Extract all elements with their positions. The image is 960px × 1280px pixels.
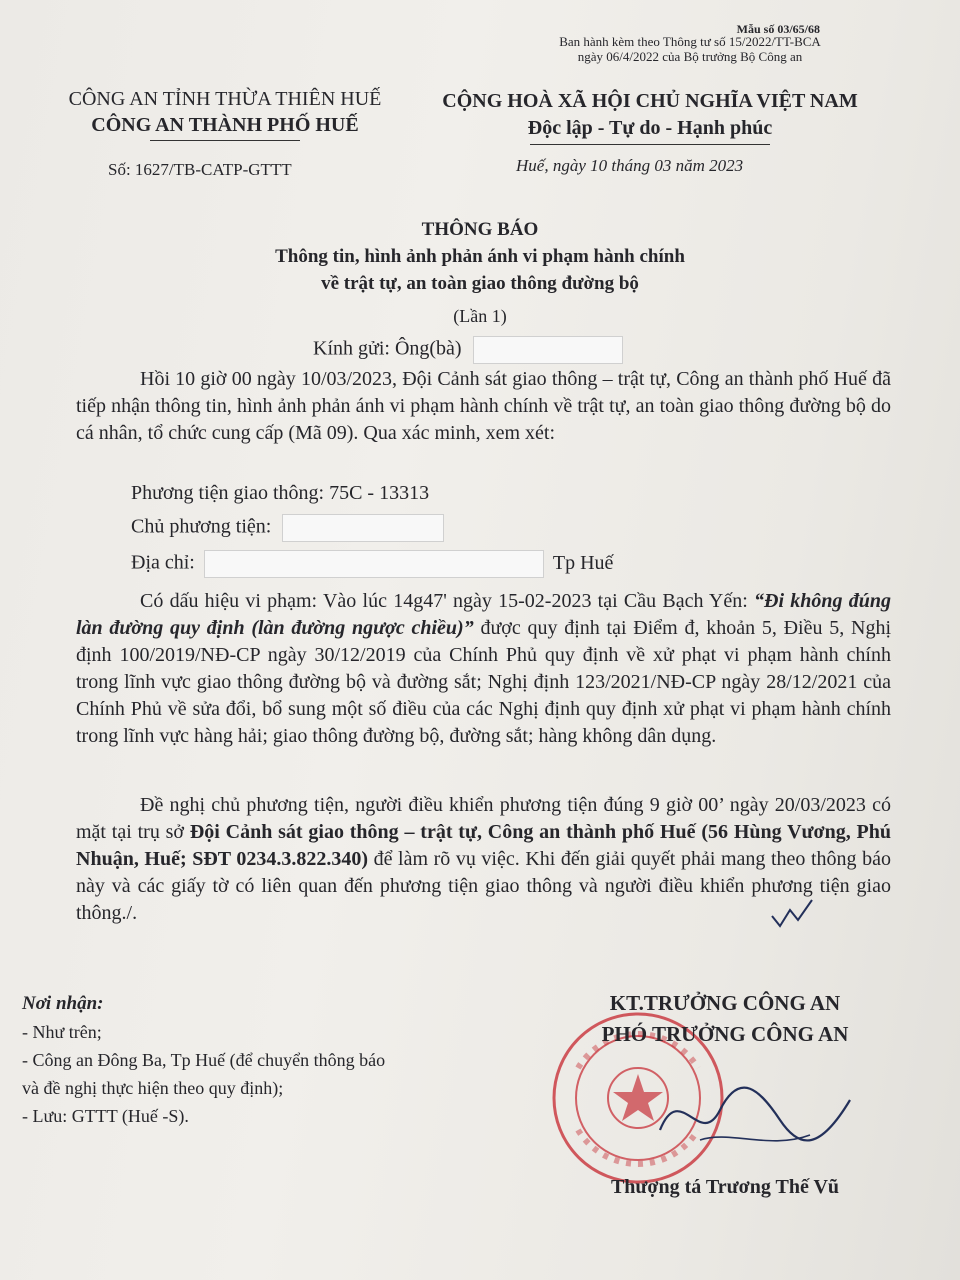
handwritten-signature (640, 1060, 870, 1170)
summons-place: Đội Cảnh sát giao thông – trật tự, Công an thành phố Huế (56 Hùng Vương, Phú Nhuận, Huế; SĐT 0234.3.822.340) (76, 821, 891, 870)
summons-instructions: để làm rõ vụ việc. Khi đến giải quyết phải mang theo thông báo này và các giấy tờ có liên quan đến phương tiện giao thông và người điều khiển phương tiện giao thông./. (76, 848, 892, 924)
recipient-line (313, 336, 623, 364)
nation-name: CỘNG HOÀ XÃ HỘI CHỦ NGHĨA VIỆT NAM (442, 90, 858, 112)
redacted-address (204, 550, 544, 578)
owner-label: Chủ phương tiện: (131, 515, 272, 538)
summons-intro: Đề nghị chủ phương tiện, người điều khiển phương tiện đúng 9 giờ 00’ ngày 20/03/2023 có mặt tại trụ sở (76, 794, 891, 843)
signature-title (560, 988, 890, 1050)
notice-title (0, 216, 960, 297)
title-main: THÔNG BÁO (421, 219, 539, 240)
paragraph-intro: Hồi 10 giờ 00 ngày 10/03/2023, Đội Cảnh sát giao thông – trật tự, Công an thành phố Huế đã tiếp nhận thông tin, hình ảnh phản ánh vi phạm hành chính về trật tự, an toàn giao thông đường bộ do cá nhân, tổ chức cung cấp (Mã 09). Qua xác minh, xem xét: (76, 368, 891, 444)
violation-description: “Đi không đúng làn đường quy định (làn đường ngược chiều)” (76, 590, 891, 639)
recipients-heading: Nơi nhận: (22, 993, 104, 1014)
signature-title-1: KT.TRƯỞNG CÔNG AN (609, 991, 841, 1015)
motto-underline (530, 144, 770, 145)
form-issued-line-2: ngày 06/4/2022 của Bộ trưởng Bộ Công an (577, 49, 803, 64)
signer-name: Thượng tá Trương Thế Vũ (610, 1176, 840, 1198)
violation-intro: Có dấu hiệu vi phạm: Vào lúc 14g47' ngày 15-02-2023 tại Cầu Bạch Yến: (140, 590, 755, 612)
violation-legal-basis: được quy định tại Điểm đ, khoản 5, Điều 5, Nghị định 100/2019/NĐ-CP ngày 30/12/2019 của Chính Phủ quy định về xử phạt vi phạm hành chính trong lĩnh vực giao thông đường bộ và đường sắt; Nghị định 123/2021/NĐ-CP ngày 28/12/2021 của Chính Phủ về sửa đổi, bổ sung một số điều của các Nghị định quy định xử phạt vi phạm hành chính trong lĩnh vực hàng hải; giao thông đường bộ, đường sắt; hàng không dân dụng. (76, 617, 891, 747)
recipient-item: - Lưu: GTTT (Huế -S). (22, 1106, 189, 1126)
paragraph-violation (76, 588, 891, 750)
form-issued-line-1: Ban hành kèm theo Thông tư số 15/2022/TT-BCA (559, 34, 821, 49)
issuing-agency (40, 86, 410, 141)
document-date: Huế, ngày 10 tháng 03 năm 2023 (516, 156, 744, 175)
form-number: Mẫu số 03/65/68 (736, 22, 820, 36)
title-sub-2: về trật tự, an toàn giao thông đường bộ (321, 273, 639, 294)
document-number: Số: 1627/TB-CATP-GTTT (108, 160, 292, 179)
end-mark-scribble (768, 896, 818, 932)
recipient-item: và đề nghị thực hiện theo quy định); (22, 1078, 284, 1098)
vehicle-line: Phương tiện giao thông: 75C - 13313 (131, 482, 430, 504)
signature-title-2: PHÓ TRƯỞNG CÔNG AN (601, 1022, 849, 1046)
redacted-name (473, 336, 623, 364)
recipients-block (22, 990, 385, 1130)
redacted-owner (282, 514, 444, 542)
recipient-label: Kính gửi: Ông(bà) (313, 337, 462, 360)
agency-name: CÔNG AN THÀNH PHỐ HUẾ (91, 114, 359, 136)
address-label: Địa chỉ: (131, 551, 195, 574)
owner-line (131, 514, 444, 542)
national-heading (415, 88, 885, 145)
national-motto: Độc lập - Tự do - Hạnh phúc (527, 117, 773, 139)
recipient-item: - Như trên; (22, 1022, 102, 1042)
form-issued-note (530, 34, 850, 64)
address-line (131, 550, 613, 578)
recipient-item: - Công an Đông Ba, Tp Huế (để chuyển thông báo (22, 1050, 386, 1070)
agency-parent: CÔNG AN TỈNH THỪA THIÊN HUẾ (68, 88, 382, 110)
agency-underline (150, 140, 300, 141)
notice-round: (Lần 1) (453, 306, 507, 326)
address-city: Tp Huế (552, 551, 614, 574)
title-sub-1: Thông tin, hình ảnh phản ánh vi phạm hành chính (275, 246, 685, 267)
